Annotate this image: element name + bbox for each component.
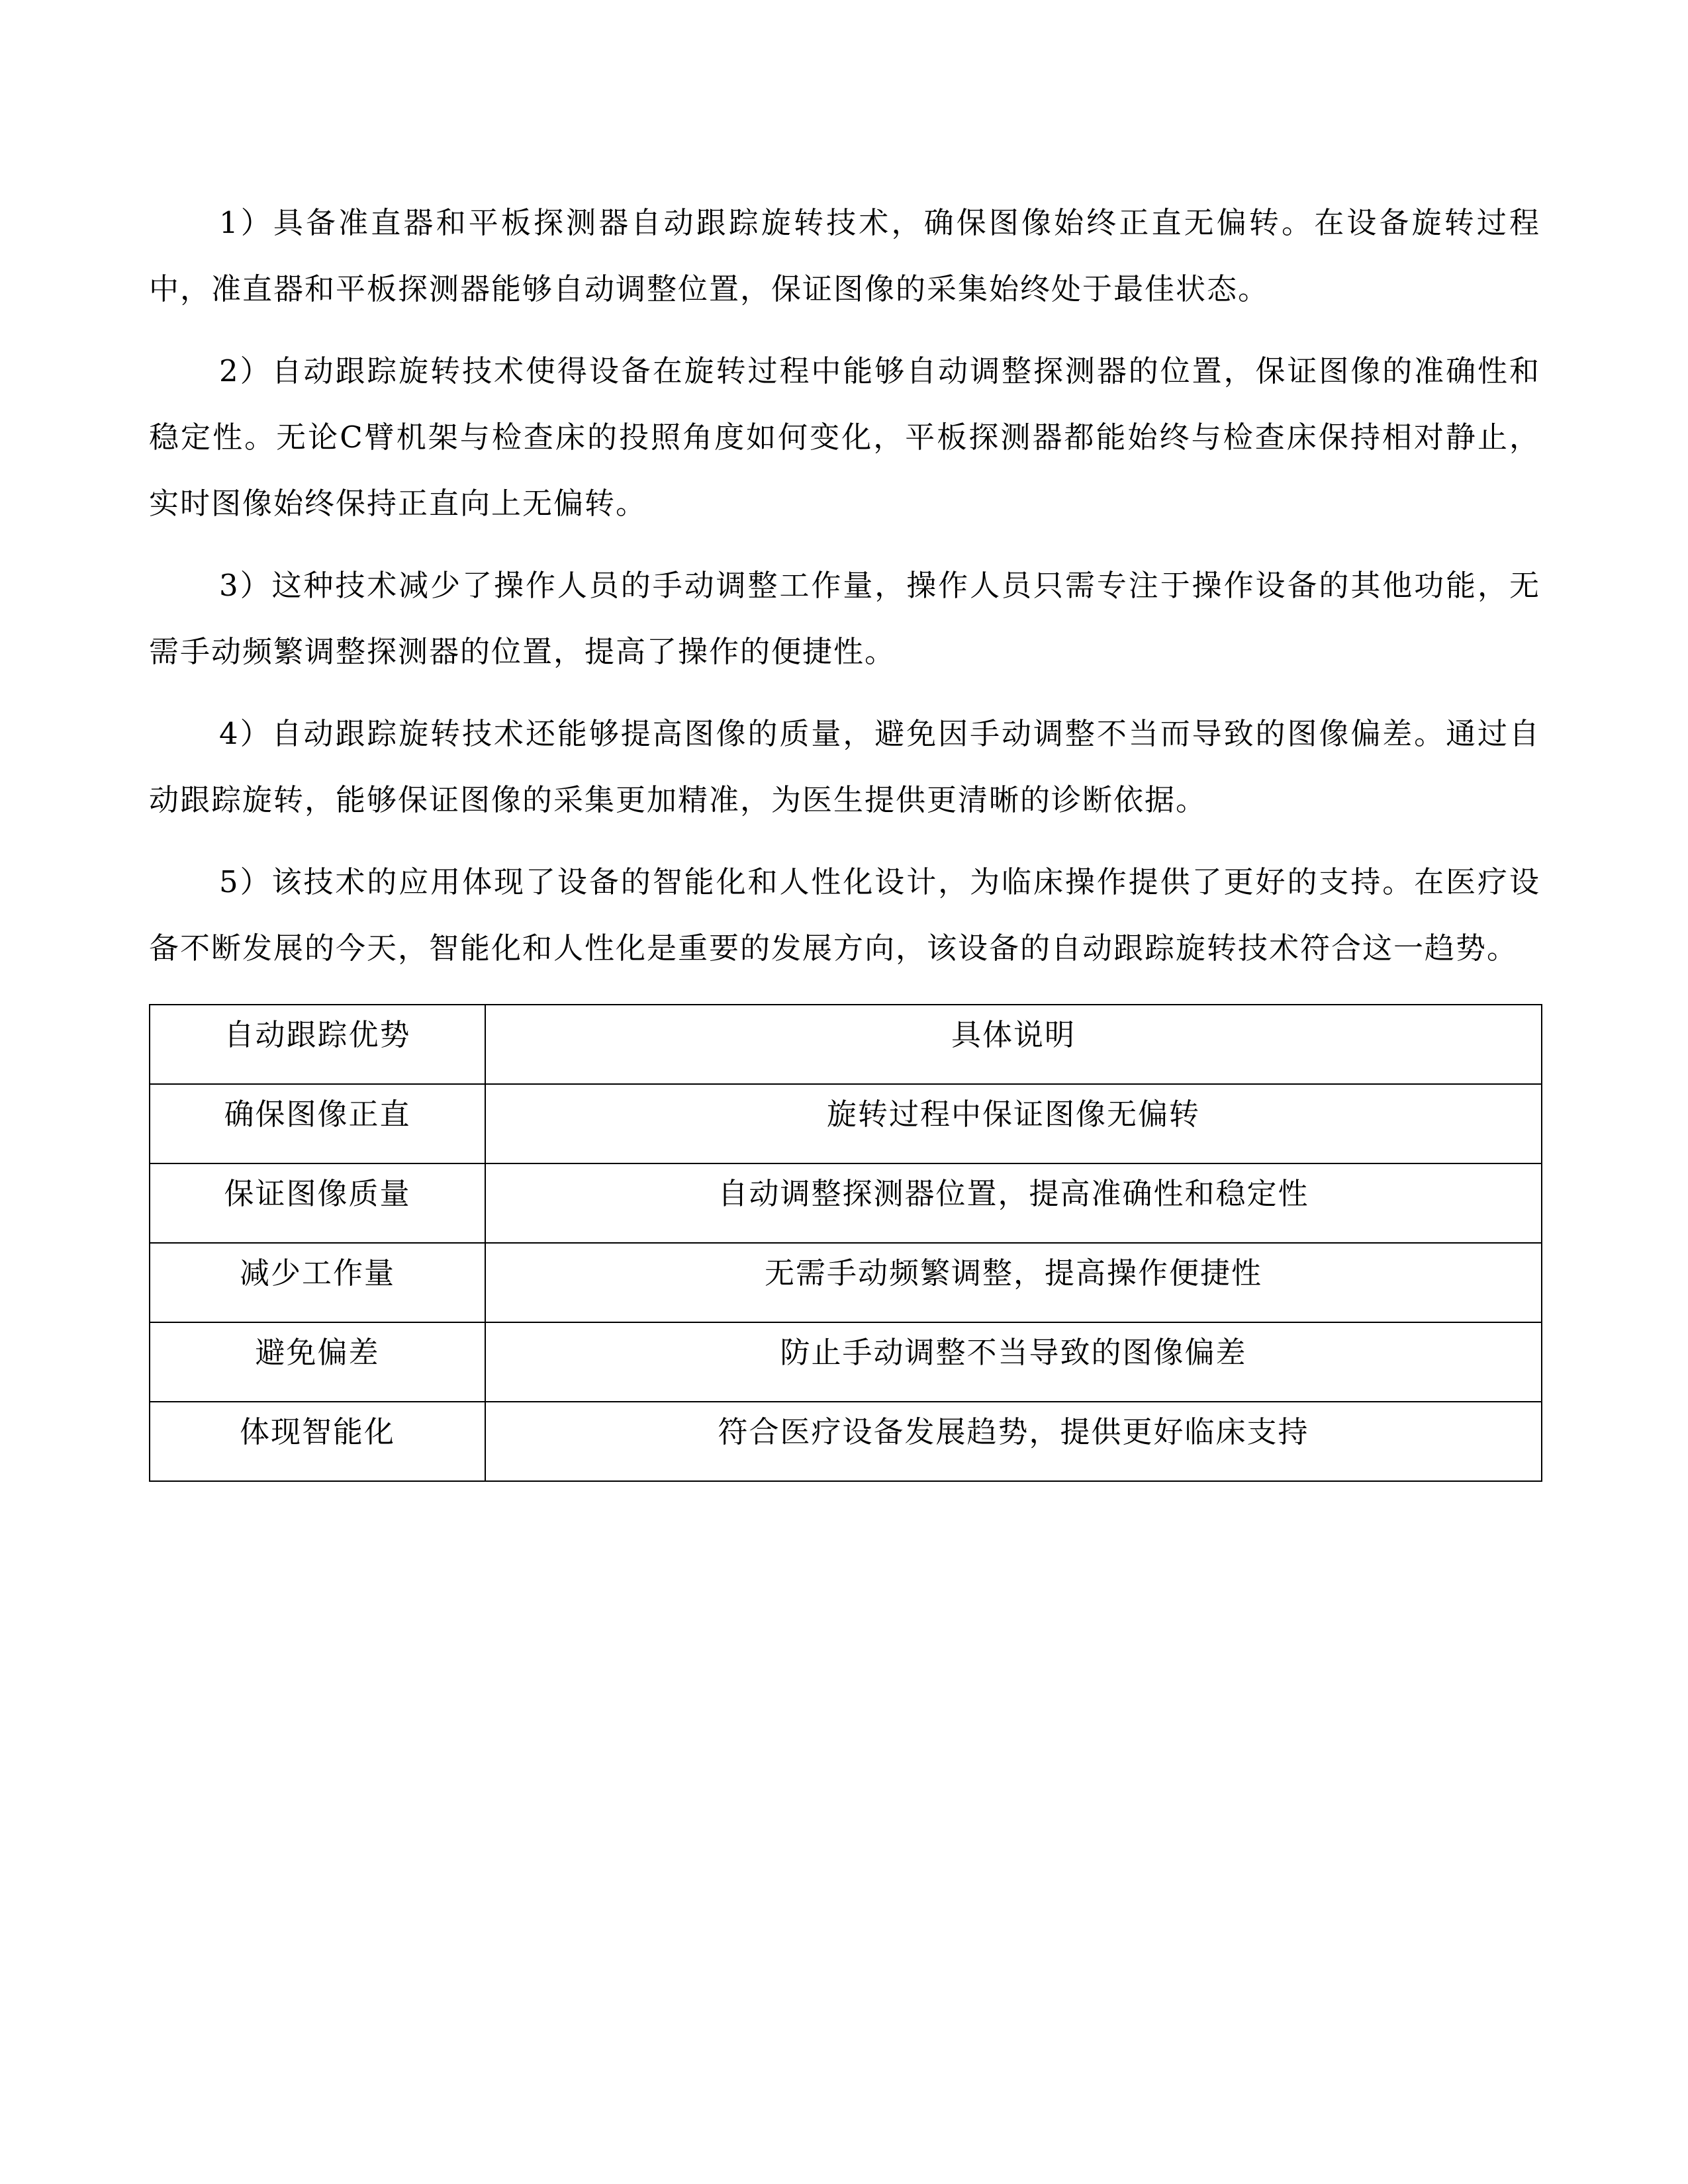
table-cell: 旋转过程中保证图像无偏转	[485, 1084, 1542, 1163]
table-row	[150, 1084, 1542, 1163]
table-row	[150, 1402, 1542, 1481]
paragraph-5: 5）该技术的应用体现了设备的智能化和人性化设计，为临床操作提供了更好的支持。在医疗设备不断发展的今天，智能化和人性化是重要的发展方向，该设备的自动跟踪旋转技术符合这一趋势。	[149, 864, 1540, 966]
advantages-table	[149, 1004, 1542, 1482]
table-cell: 体现智能化	[150, 1402, 485, 1481]
table-cell: 避免偏差	[150, 1322, 485, 1402]
paragraph-3: 3）这种技术减少了操作人员的手动调整工作量，操作人员只需专注于操作设备的其他功能，无需手动频繁调整探测器的位置，提高了操作的便捷性。	[149, 568, 1540, 669]
table-header-row	[150, 1005, 1542, 1084]
table-cell: 防止手动调整不当导致的图像偏差	[485, 1322, 1542, 1402]
table-cell: 无需手动频繁调整，提高操作便捷性	[485, 1243, 1542, 1322]
table-cell: 符合医疗设备发展趋势，提供更好临床支持	[485, 1402, 1542, 1481]
table-header-cell: 具体说明	[485, 1005, 1542, 1084]
table-header-cell: 自动跟踪优势	[150, 1005, 485, 1084]
table-row	[150, 1243, 1542, 1322]
paragraph-1: 1）具备准直器和平板探测器自动跟踪旋转技术，确保图像始终正直无偏转。在设备旋转过程中，准直器和平板探测器能够自动调整位置，保证图像的采集始终处于最佳状态。	[149, 205, 1540, 306]
table-row	[150, 1163, 1542, 1243]
table-cell: 确保图像正直	[150, 1084, 485, 1163]
paragraph-4: 4）自动跟踪旋转技术还能够提高图像的质量，避免因手动调整不当而导致的图像偏差。通过自动跟踪旋转，能够保证图像的采集更加精准，为医生提供更清晰的诊断依据。	[149, 716, 1540, 817]
table-cell: 减少工作量	[150, 1243, 485, 1322]
body-text	[149, 190, 1540, 981]
table-cell: 保证图像质量	[150, 1163, 485, 1243]
paragraph-2: 2）自动跟踪旋转技术使得设备在旋转过程中能够自动调整探测器的位置，保证图像的准确性和稳定性。无论C臂机架与检查床的投照角度如何变化，平板探测器都能始终与检查床保持相对静止，实时图像始终保持正直向上无偏转。	[149, 353, 1540, 521]
table-row	[150, 1322, 1542, 1402]
table-cell: 自动调整探测器位置，提高准确性和稳定性	[485, 1163, 1542, 1243]
